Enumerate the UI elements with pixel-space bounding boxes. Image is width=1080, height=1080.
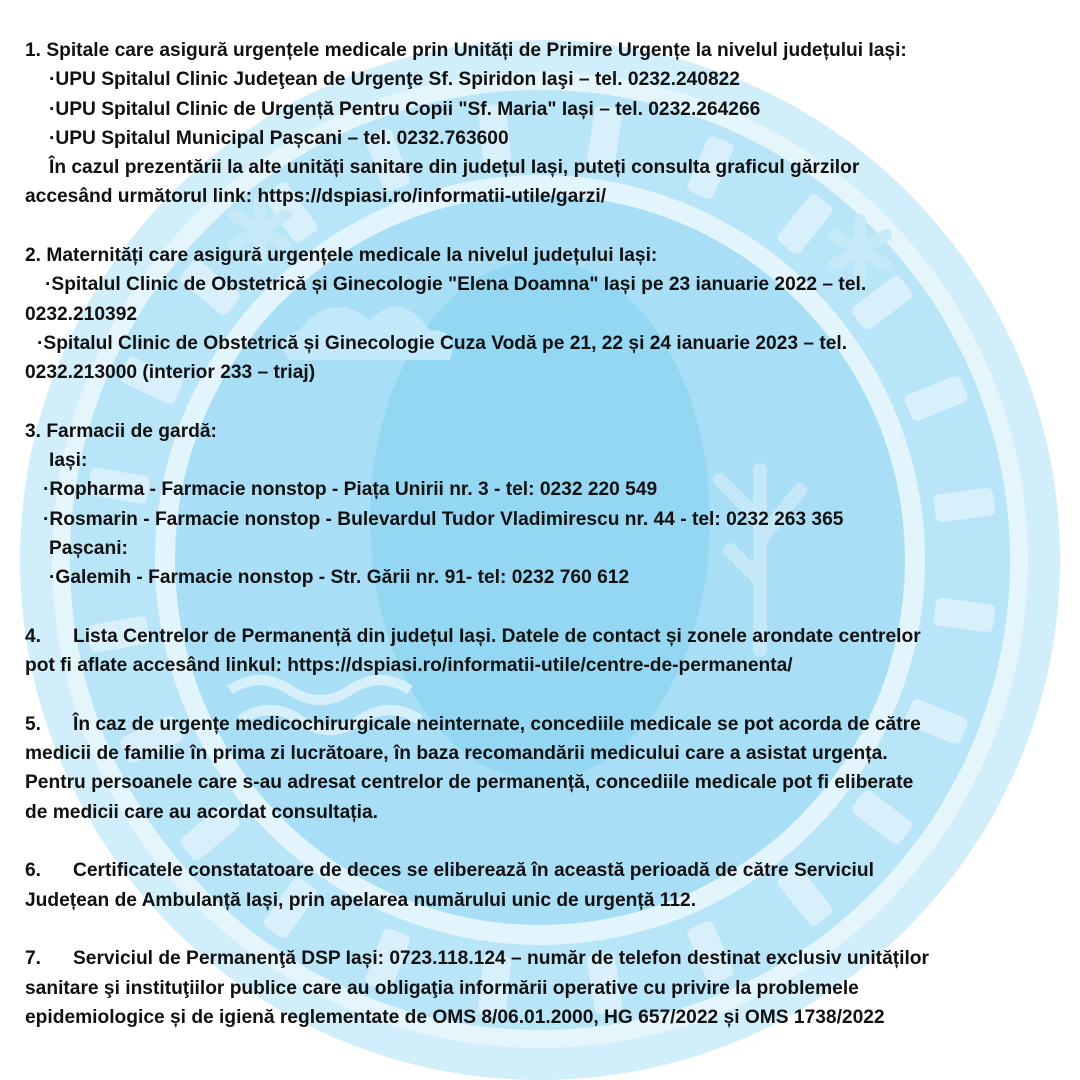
section-5-text: de medicii care au acordat consultația. — [25, 801, 378, 823]
section-5-number: 5. — [25, 713, 42, 735]
section-3-title: 3. Farmacii de gardă: — [25, 420, 217, 442]
section-5-text: medicii de familie în prima zi lucrătoare, în baza recomandării medicului care a asistat urgența. — [25, 743, 888, 765]
hospital-item: ·UPU Spitalul Clinic de Urgență Pentru Copii "Sf. Maria" Iași – tel. 0232.264266 — [49, 98, 761, 120]
section-5-line — [25, 710, 1065, 739]
section-7-number: 7. — [25, 948, 42, 970]
section-6-text: Județean de Ambulanță Iași, prin apelarea numărului unic de urgență 112. — [25, 889, 697, 911]
maternity-item: ·Spitalul Clinic de Obstetrică și Ginecologie Cuza Vodă pe 21, 22 și 24 ianuarie 2023 – tel. — [37, 332, 848, 354]
section-5-text: Pentru persoanele care s-au adresat centrelor de permanență, concediile medicale pot fi eliberate — [25, 772, 914, 794]
maternity-item-phone: 0232.213000 (interior 233 – triaj) — [25, 362, 316, 384]
city-label-iasi: Iași: — [49, 450, 88, 472]
section-4-text: Lista Centrelor de Permanență din județul Iași. Datele de contact și zonele arondate centrelor — [73, 625, 921, 647]
hospital-item: ·UPU Spitalul Municipal Pașcani – tel. 0232.763600 — [49, 127, 509, 149]
section-6-number: 6. — [25, 860, 42, 882]
section-5-text: În caz de urgențe medicochirurgicale neinternate, concediile medicale se pot acorda de către — [73, 713, 921, 735]
maternity-item: ·Spitalul Clinic de Obstetrică și Ginecologie "Elena Doamna" Iași pe 23 ianuarie 2022 – tel. — [45, 274, 867, 296]
section-7-text: Serviciul de Permanenţă DSP Iași: 0723.118.124 – număr de telefon destinat exclusiv unităților — [73, 948, 929, 970]
pharmacy-item: ·Galemih - Farmacie nonstop - Str. Gării nr. 91- tel: 0232 760 612 — [49, 567, 630, 589]
section-4-line — [25, 622, 1065, 651]
section-7-line — [25, 944, 1065, 973]
section-6-line — [25, 856, 1065, 885]
section-4-number: 4. — [25, 625, 42, 647]
maternity-item-phone: 0232.210392 — [25, 303, 138, 325]
section-6-text: Certificatele constatatoare de deces se eliberează în această perioadă de către Serviciul — [73, 860, 874, 882]
section-1-note-link[interactable]: accesând următorul link: https://dspiasi.ro/informatii-utile/garzi/ — [25, 186, 607, 208]
pharmacy-item: ·Rosmarin - Farmacie nonstop - Bulevardul Tudor Vladimirescu nr. 44 - tel: 0232 263 365 — [43, 508, 844, 530]
notice-body — [25, 36, 1065, 1032]
section-2-title: 2. Maternități care asigură urgențele medicale la nivelul județului Iași: — [25, 245, 658, 267]
section-1-title: 1. Spitale care asigură urgențele medicale prin Unități de Primire Urgențe la nivelul județului Iași: — [25, 40, 907, 61]
section-7-text: epidemiologice și de igienă reglementate de OMS 8/06.01.2000, HG 657/2022 și OMS 1738/2022 — [25, 1006, 885, 1028]
pharmacy-item: ·Ropharma - Farmacie nonstop - Piața Unirii nr. 3 - tel: 0232 220 549 — [43, 479, 658, 501]
section-4-link[interactable]: pot fi aflate accesând linkul: https://dspiasi.ro/informatii-utile/centre-de-permanenta/ — [25, 655, 793, 677]
hospital-item: ·UPU Spitalul Clinic Judeţean de Urgenţe Sf. Spiridon Iaşi – tel. 0232.240822 — [49, 69, 740, 91]
section-7-text: sanitare şi instituţiilor publice care au obligaţia informării operative cu privire la problemele — [25, 977, 859, 999]
city-label-pascani: Pașcani: — [49, 538, 128, 560]
section-1-note: În cazul prezentării la alte unități sanitare din județul Iași, puteți consulta graficul gărzilor — [49, 157, 860, 179]
